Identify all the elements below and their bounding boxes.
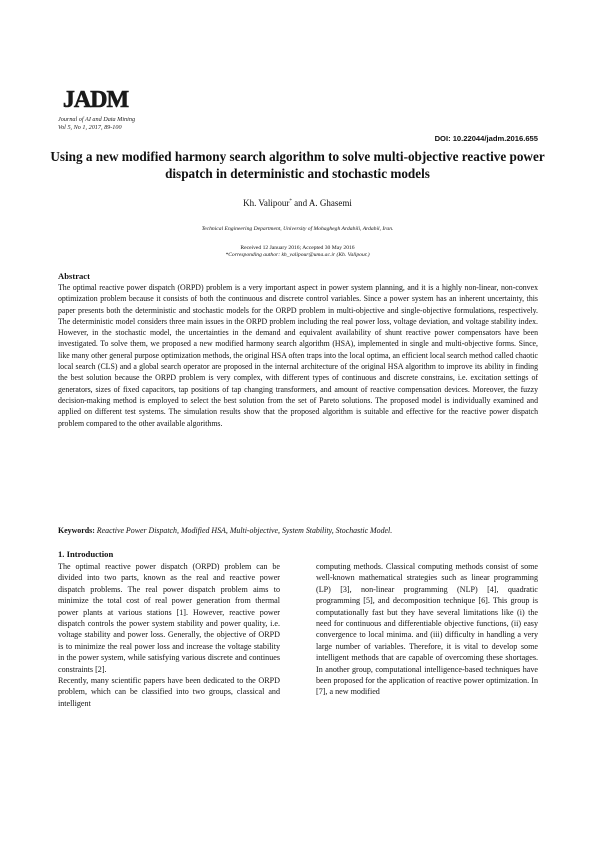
- received-dates: Received 12 January 2016; Accepted 30 May 2016: [240, 245, 355, 251]
- corresponding-author: *Corresponding author: kh_valipour@uma.ac.ir (Kh. Valipour.): [225, 252, 370, 258]
- abstract-text: The optimal reactive power dispatch (ORPD) problem is a very important aspect in power system planning, and it is a highly non-linear, non-convex optimization problem because it consists of both the continuous and discrete control variables. Since a power system has an inherent uncertainty, this paper presents both the deterministic and stochastic models for the ORPD problem in multi-objective and single-objective formulations, respectively. The deterministic model considers three main issues in the ORPD problem including the real power loss, voltage deviation, and voltage stability index. However, in the stochastic model, the uncertainties in the demand and equivalent availability of shunt reactive power compensators have been investigated. To solve them, we proposed a new modified harmony search algorithm (HSA), implemented in single and multi-objective forms. Since, like many other general purpose optimization methods, the original HSA often traps into the local optima, an efficient local search method called chaotic local search (CLS) and a global search operator are proposed in the internal architecture of the original HSA algorithm to improve its ability in finding the best solution because the ORPD problem is very complex, with different types of continuous and discrete constrains, i.e. excitation settings of generators, sizes of fixed capacitors, tap positions of tap changing transformers, and amount of reactive compensation devices. Moreover, the fuzzy decision-making method is employed to select the best solution from the set of Pareto solutions. The proposed model is individually examined and applied on different test systems. The simulation results show that the proposed algorithm is suitable and effective for the reactive power dispatch problem compared to the other available algorithms.: [58, 283, 538, 428]
- keywords: [58, 526, 538, 535]
- journal-name: Journal of AI and Data Mining: [58, 116, 136, 123]
- journal-volume: Vol 5, No 1, 2017, 89-100: [58, 123, 122, 131]
- keywords-label: Keywords:: [58, 526, 95, 535]
- column-right: [316, 561, 538, 698]
- logo-text: JADM: [62, 87, 129, 112]
- author-first: Kh. Valipour: [243, 198, 290, 208]
- affiliation: Technical Engineering Department, University of Mohaghegh Ardabili, Ardabil, Iran.: [201, 226, 394, 232]
- intro-paragraph-2: Recently, many scientific papers have been dedicated to the ORPD problem, which can be classified into two groups, classical and intelligent: [58, 676, 280, 708]
- authors: [0, 198, 595, 208]
- intro-paragraph-3: computing methods. Classical computing methods consist of some well-known mathematical strategies such as linear programming (LP) [3], non-linear programming (NLP) [4], quadratic programming [5], and decomposition technique [6]. This group is computationally fast but they have several limitations like (i) the need for continuous and differentiable objective functions, (ii) easy convergence to local minima. and (iii) difficulty in handling a very large number of variables. Therefore, it is vital to develop some intelligent methods that are capable of overcoming these shortages. In another group, computational intelligence-based techniques have been proposed for the application of reactive power optimization. In [7], a new modified: [316, 562, 538, 697]
- intro-paragraph-1: The optimal reactive power dispatch (ORPD) problem can be divided into two parts, known as the real and reactive power dispatch problems. The real power dispatch problem aims to minimize the total cost of real power generation from thermal power plants at various stations [1]. However, reactive power dispatch controls the power system stability and power quality, i.e. voltage stability and power loss. Generally, the objective of ORPD is to minimize the real power loss and increase the voltage stability in the power system, while satisfying various discrete and continues constraints [2].: [58, 562, 280, 674]
- journal-logo: [58, 86, 133, 112]
- abstract-heading: Abstract: [58, 271, 90, 281]
- intro-heading: 1. Introduction: [58, 549, 114, 559]
- column-left: [58, 561, 280, 709]
- journal-info: [58, 116, 135, 131]
- dates-block: [0, 245, 595, 259]
- doi: DOI: 10.22044/jadm.2016.655: [434, 134, 538, 143]
- keywords-value: Reactive Power Dispatch, Modified HSA, Multi-objective, System Stability, Stochastic Model.: [94, 526, 393, 535]
- paper-title: Using a new modified harmony search algorithm to solve multi-objective reactive power dispatch in deterministic and stochastic models: [50, 149, 545, 181]
- author-rest: and A. Ghasemi: [291, 198, 352, 208]
- author-mark: *: [289, 199, 292, 204]
